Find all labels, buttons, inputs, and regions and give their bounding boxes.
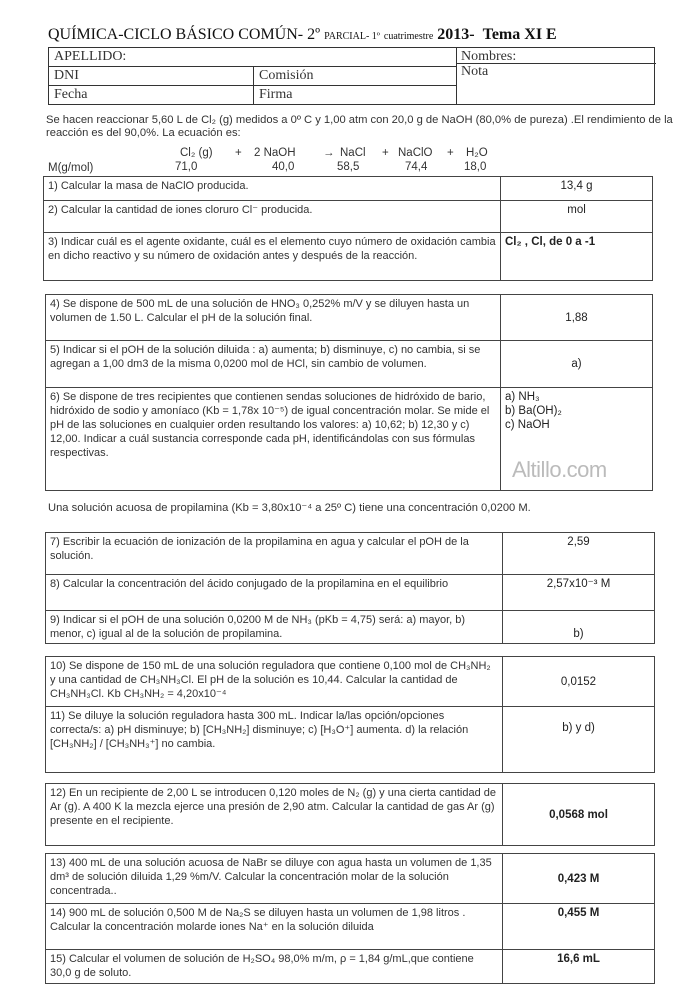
molar-mass: 71,0 (175, 161, 198, 173)
question-row (46, 784, 655, 846)
student-info-header (48, 47, 655, 105)
dni-field[interactable]: DNI (49, 67, 254, 86)
firma-field[interactable]: Firma (254, 86, 457, 104)
answer-10[interactable]: 0,0152 (503, 657, 655, 707)
question-13: 13) 400 mL de una solución acuosa de NaBr se diluye con agua hasta un volumen de 1,35 dm³ de solución diluida 1,29 %m/V. Calcular la concentración molar de la solución concentrada.. (46, 854, 503, 904)
questions-block-3 (45, 532, 655, 644)
answer-5[interactable]: a) (501, 341, 653, 388)
intro-paragraph-1: Se hacen reaccionar 5,60 L de Cl₂ (g) medidos a 0º C y 1,00 atm con 20,0 g de NaOH (80,0% de pureza) .El rendimiento de la reacción es del 90,0%. La ecuación es: (46, 114, 673, 139)
question-10: 10) Se dispone de 150 mL de una solución reguladora que contiene 0,100 mol de CH₃NH₂ y una cantidad de CH₃NH₃Cl. El pH de la solución es 10,44. Calcular la cantidad de CH₃NH₃Cl. Kb CH₃NH₂ = 4,20x10⁻⁴ (46, 657, 503, 707)
question-row (46, 657, 655, 707)
question-12: 12) En un recipiente de 2,00 L se introducen 0,120 moles de N₂ (g) y una cierta cantidad de Ar (g). A 400 K la mezcla ejerce una presión de 2,90 atm. Calcular la cantidad de gas Ar (g) presente en el recipiente. (46, 784, 503, 846)
answer-6a: a) NH₃ (505, 391, 540, 403)
answer-13[interactable]: 0,423 M (503, 854, 655, 904)
eq-species: + (447, 147, 454, 159)
apellido-field[interactable]: APELLIDO: (49, 48, 457, 67)
question-2: 2) Calcular la cantidad de iones cloruro Cl⁻ producida. (44, 201, 501, 233)
answer-6c: c) NaOH (505, 419, 550, 431)
title-year: 2013- (437, 26, 475, 43)
question-row (44, 177, 653, 201)
question-row (44, 233, 653, 281)
answer-2[interactable]: mol (501, 201, 653, 233)
intro-paragraph-2: Una solución acuosa de propilamina (Kb = 3,80x10⁻⁴ a 25º C) tiene una concentración 0,0200 M. (48, 502, 531, 514)
eq-species: NaClO (398, 147, 433, 159)
question-9: 9) Indicar si el pOH de una solución 0,0200 M de NH₃ (pKb = 4,75) será: a) mayor, b) menor, c) igual al de la solución de propilamina. (46, 611, 503, 644)
question-row (46, 707, 655, 773)
questions-block-6 (45, 853, 655, 984)
molar-mass: 58,5 (337, 161, 360, 173)
answer-14[interactable]: 0,455 M (503, 904, 655, 950)
question-1: 1) Calcular la masa de NaClO producida. (44, 177, 501, 201)
title-cuatrimestre: cuatrimestre (383, 31, 434, 42)
title-tema: Tema XI E (482, 26, 557, 43)
eq-species: + (235, 147, 242, 159)
nombres-field[interactable]: Nombres: (456, 48, 656, 64)
eq-species: NaCl (340, 147, 366, 159)
question-row (46, 950, 655, 984)
answer-1[interactable]: 13,4 g (501, 177, 653, 201)
question-row (46, 904, 655, 950)
molar-mass: 18,0 (464, 161, 487, 173)
answer-8[interactable]: 2,57x10⁻³ M (503, 575, 655, 611)
question-row (46, 611, 655, 644)
title-main: QUÍMICA-CICLO BÁSICO COMÚN- 2º (48, 26, 321, 43)
answer-12[interactable]: 0,0568 mol (503, 784, 655, 846)
molar-mass-label: M(g/mol) (48, 162, 94, 174)
question-6: 6) Se dispone de tres recipientes que contienen sendas soluciones de hidróxido de bario, hidróxido de sodio y amoníaco (Kb = 1,78x 10⁻⁵) de igual concentración molar. Se mide el pH de las soluciones en cualquier orden resultando los valores: a) 10,62; b) 12,30 y c) 12,00. Indicar a cuál sustancia corresponde cada pH, identificándolas con sus fórmulas respectivas. (46, 388, 501, 491)
eq-species: → (323, 147, 335, 159)
comision-field[interactable]: Comisión (254, 67, 457, 86)
eq-species: H₂O (466, 147, 488, 159)
answer-11[interactable]: b) y d) (503, 707, 655, 773)
answer-7[interactable]: 2,59 (503, 533, 655, 575)
molar-mass: 74,4 (405, 161, 428, 173)
question-14: 14) 900 mL de solución 0,500 M de Na₂S se diluyen hasta un volumen de 1,98 litros . Calcular la concentración molarde iones Na⁺ en la solución diluida (46, 904, 503, 950)
question-11: 11) Se diluye la solución reguladora hasta 300 mL. Indicar la/las opción/opciones correcta/s: a) pH disminuye; b) [CH₃NH₂] disminuye; c) [H₃O⁺] aumenta. d) la relación [CH₃NH₂] / [CH₃NH₃⁺] no cambia. (46, 707, 503, 773)
question-row (46, 295, 653, 341)
eq-species: + (382, 147, 389, 159)
question-3: 3) Indicar cuál es el agente oxidante, cuál es el elemento cuyo número de oxidación cambia en dicho reactivo y su número de oxidación antes y después de la reacción. (44, 233, 501, 281)
answer-9[interactable]: b) (503, 611, 655, 644)
answer-4[interactable]: 1,88 (501, 295, 653, 341)
nota-field[interactable]: Nota (461, 64, 489, 79)
question-8: 8) Calcular la concentración del ácido conjugado de la propilamina en el equilibrio (46, 575, 503, 611)
altillo-watermark: Altillo.com (512, 457, 607, 482)
answer-15[interactable]: 16,6 mL (503, 950, 655, 984)
question-15: 15) Calcular el volumen de solución de H₂SO₄ 98,0% m/m, ρ = 1,84 g/mL,que contiene 30,0 g de soluto. (46, 950, 503, 984)
question-4: 4) Se dispone de 500 mL de una solución de HNO₃ 0,252% m/V y se diluyen hasta un volumen de 1.50 L. Calcular el pH de la solución final. (46, 295, 501, 341)
eq-species: 2 NaOH (254, 147, 296, 159)
question-row (44, 201, 653, 233)
question-7: 7) Escribir la ecuación de ionización de la propilamina en agua y calcular el pOH de la solución. (46, 533, 503, 575)
eq-species: Cl₂ (g) (180, 147, 213, 159)
exam-title (48, 26, 668, 44)
fecha-field[interactable]: Fecha (49, 86, 254, 104)
questions-block-5 (45, 783, 655, 846)
question-row (46, 341, 653, 388)
questions-block-4 (45, 656, 655, 773)
question-5: 5) Indicar si el pOH de la solución diluida : a) aumenta; b) disminuye, c) no cambia, si se agregan a 1,00 dm3 de la misma 0,0200 mol de HCl, sin cambio de volumen. (46, 341, 501, 388)
question-row (46, 533, 655, 575)
questions-block-1 (43, 176, 653, 281)
answer-3[interactable]: Cl₂ , Cl, de 0 a -1 (501, 233, 653, 281)
title-parcial: PARCIAL- 1º (324, 31, 380, 42)
molar-mass: 40,0 (272, 161, 295, 173)
answer-6b: b) Ba(OH)₂ (505, 405, 562, 417)
question-row (46, 575, 655, 611)
question-row (46, 854, 655, 904)
